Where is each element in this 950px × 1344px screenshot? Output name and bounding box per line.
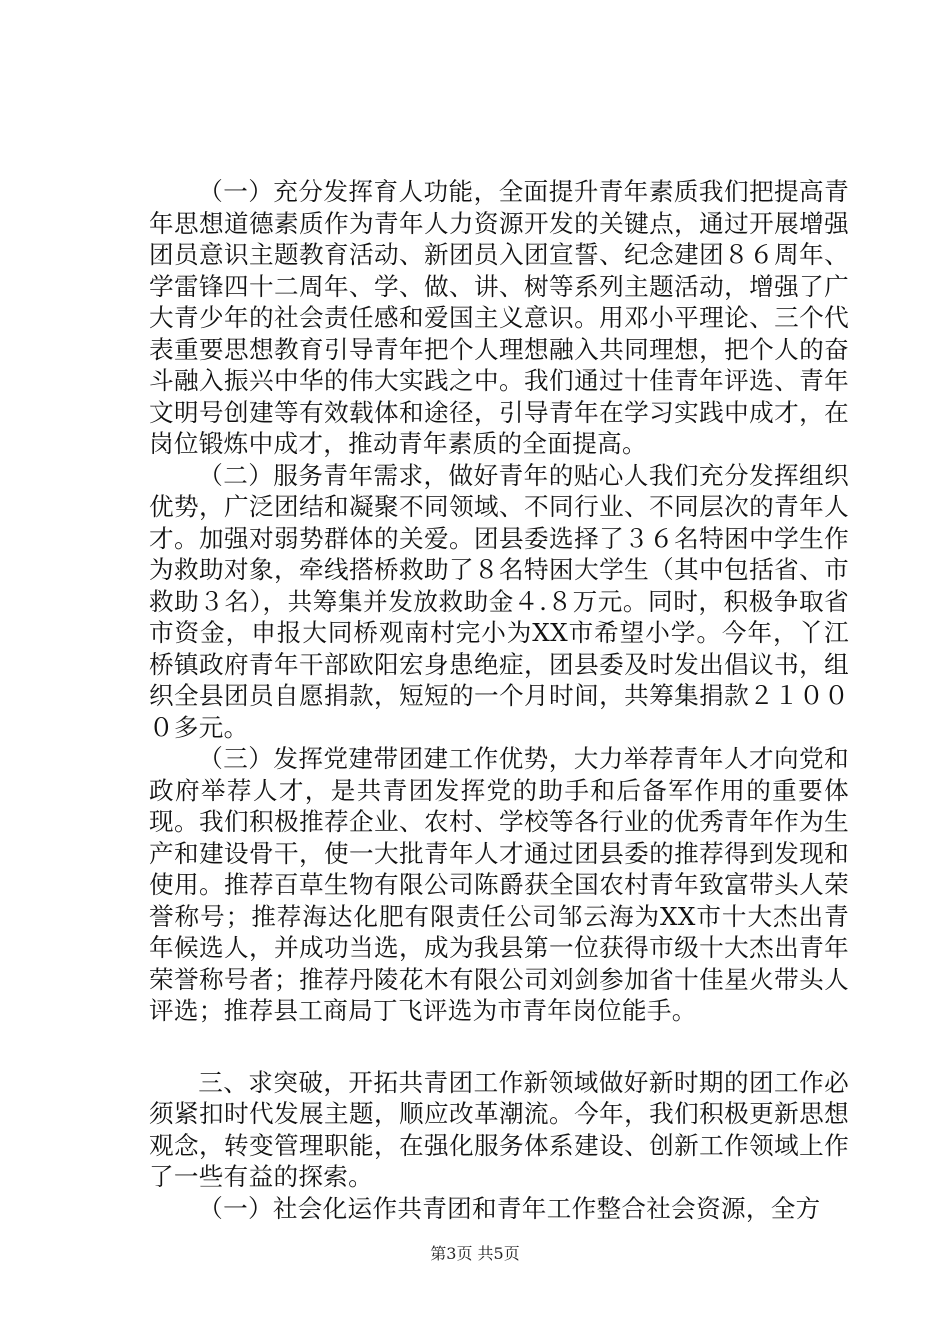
paragraph-1: （一）充分发挥育人功能，全面提升青年素质我们把提高青年思想道德素质作为青年人力资源开发的关键点，通过开展增强团员意识主题教育活动、新团员入团宣誓、纪念建团８６周年、学雷锋四十二周年、学、做、讲、树等系列主题活动，增强了广大青少年的社会责任感和爱国主义意识。用邓小平理论、三个代表重要思想教育引导青年把个人理想融入共同理想，把个人的奋斗融入振兴中华的伟大实践之中。我们通过十佳青年评选、青年文明号创建等有效载体和途径，引导青年在学习实践中成才，在岗位锻炼中成才，推动青年素质的全面提高。 xyxy=(149,177,849,458)
page-number-footer: 第3页 共5页 xyxy=(430,1244,520,1263)
section-gap xyxy=(149,1027,849,1067)
document-body xyxy=(149,176,849,1224)
paragraph-3: （三）发挥党建带团建工作优势，大力举荐青年人才向党和政府举荐人才，是共青团发挥党的助手和后备军作用的重要体现。我们积极推荐企业、农村、学校等各行业的优秀青年作为生产和建设骨干，使一大批青年人才通过团县委的推荐得到发现和使用。推荐百草生物有限公司陈爵获全国农村青年致富带头人荣誉称号；推荐海达化肥有限责任公司邹云海为XX市十大杰出青年候选人，并成功当选，成为我县第一位获得市级十大杰出青年荣誉称号者；推荐丹陵花木有限公司刘剑参加省十佳星火带头人评选；推荐县工商局丁飞评选为市青年岗位能手。 xyxy=(149,744,849,1025)
paragraph-2: （二）服务青年需求，做好青年的贴心人我们充分发挥组织优势，广泛团结和凝聚不同领域、不同行业、不同层次的青年人才。加强对弱势群体的关爱。团县委选择了３６名特困中学生作为救助对象，牵线搭桥救助了８名特困大学生（其中包括省、市救助３名），共筹集并发放救助金４.８万元。同时，积极争取省市资金，申报大同桥观南村完小为XX市希望小学。今年，丫江桥镇政府青年干部欧阳宏身患绝症，团县委及时发出倡议书，组织全县团员自愿捐款，短短的一个月时间，共筹集捐款２１０００多元。 xyxy=(149,460,849,742)
paragraph-4: 三、求突破，开拓共青团工作新领域做好新时期的团工作必须紧扣时代发展主题，顺应改革潮流。今年，我们积极更新思想观念，转变管理职能，在强化服务体系建设、创新工作领域上作了一些有益的探索。 xyxy=(149,1067,849,1191)
paragraph-5: （一）社会化运作共青团和青年工作整合社会资源，全方 xyxy=(198,1193,821,1223)
